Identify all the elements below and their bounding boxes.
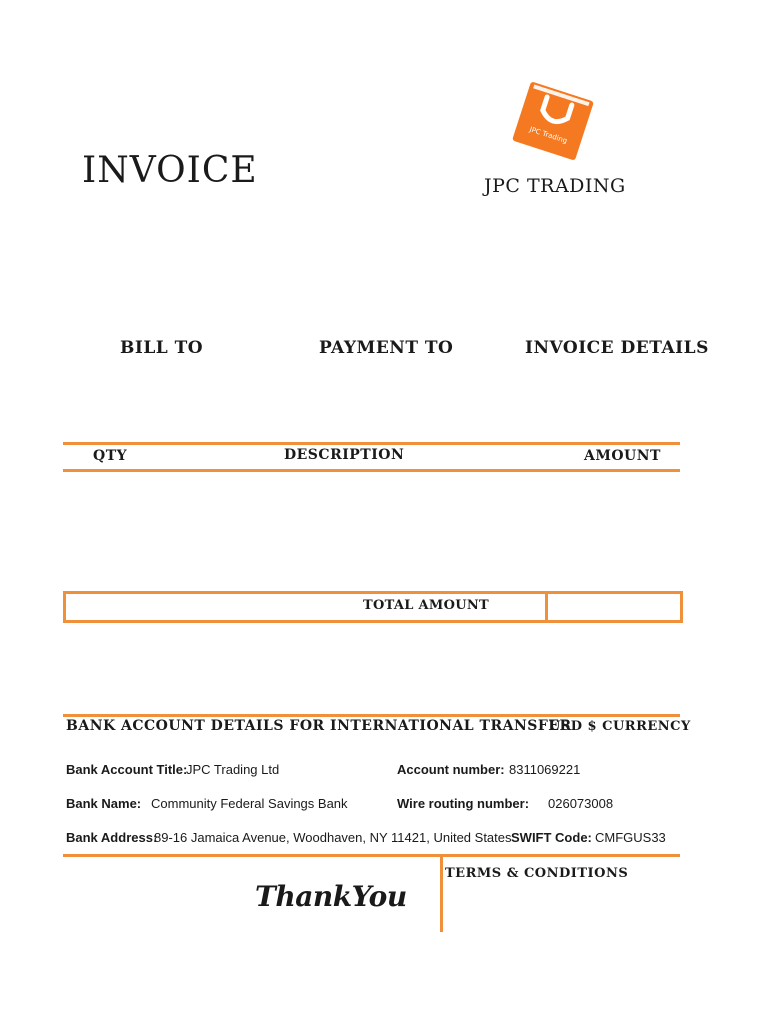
total-amount-label: TOTAL AMOUNT	[363, 598, 490, 613]
payment-to-heading: PAYMENT TO	[319, 338, 454, 358]
bank-address-label: Bank Address:	[66, 830, 158, 845]
description-column-header: DESCRIPTION	[284, 447, 405, 463]
invoice-title: INVOICE	[82, 150, 258, 191]
routing-number-label: Wire routing number:	[397, 796, 530, 811]
company-name: JPC TRADING	[484, 175, 626, 197]
qty-column-header: QTY	[93, 448, 128, 464]
swift-code-value: CMFGUS33	[595, 830, 666, 845]
total-amount-separator	[545, 591, 548, 623]
account-number-value: 8311069221	[509, 762, 581, 777]
account-title-label: Bank Account Title:	[66, 762, 188, 777]
bank-name-label: Bank Name:	[66, 796, 142, 811]
routing-number-value: 026073008	[548, 796, 614, 811]
table-header-bottom-line	[63, 469, 680, 472]
swift-code-label: SWIFT Code:	[511, 830, 592, 845]
terms-and-conditions-heading: TERMS & CONDITIONS	[445, 866, 629, 881]
amount-column-header: AMOUNT	[584, 448, 661, 464]
currency-label: USD $ CURRENCY	[549, 719, 691, 734]
account-title-value: JPC Trading Ltd	[186, 762, 280, 777]
invoice-details-heading: INVOICE DETAILS	[525, 338, 709, 358]
bank-name-value: Community Federal Savings Bank	[151, 796, 348, 811]
bank-top-line	[63, 714, 680, 717]
bank-details-heading: BANK ACCOUNT DETAILS FOR INTERNATIONAL TRANSFER	[66, 718, 572, 734]
footer-divider	[440, 856, 443, 932]
footer-top-line	[63, 854, 680, 857]
logo-text: JPC Trading	[528, 125, 569, 146]
account-number-label: Account number:	[397, 762, 505, 777]
bank-address-value: 89-16 Jamaica Avenue, Woodhaven, NY 11421, United States	[154, 830, 512, 845]
bill-to-heading: BILL TO	[120, 338, 204, 358]
thank-you-text: ThankYou	[255, 880, 407, 913]
table-top-line	[63, 442, 680, 445]
company-logo	[512, 80, 594, 162]
shopping-bag-logo-icon	[512, 80, 594, 162]
